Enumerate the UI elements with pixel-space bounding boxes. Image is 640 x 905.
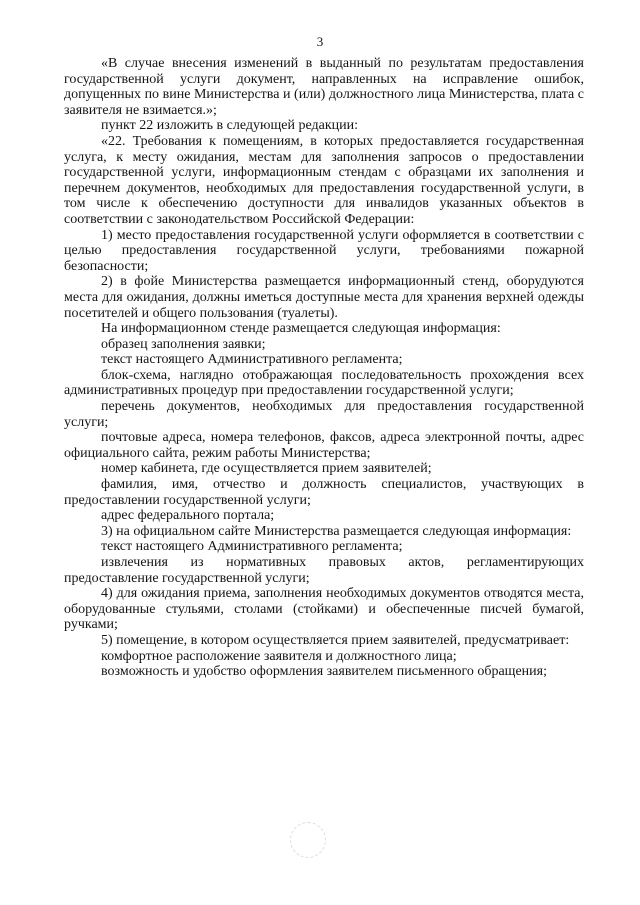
paragraph: «22. Требования к помещениям, в которых предоставляется государственная услуга, к месту ожидания, местам для заполнения запросов о предоставлении государственной услуги, информационным стендам с образцами их заполнения и перечнем документов, необходимых для предоставления государственной услуги, в том числе к обеспечению доступности для инвалидов указанных объектов в соответствии с законодательством Российской Федерации: <box>64 133 584 227</box>
paragraph: «В случае внесения изменений в выданный по результатам предоставления государственной услуги документ, направленных на исправление ошибок, допущенных по вине Министерства и (или) должностного лица Министерства, плата с заявителя не взимается.»; <box>64 56 584 118</box>
list-item: извлечения из нормативных правовых актов, регламентирующих предоставление государственной услуги; <box>64 555 584 586</box>
list-item: перечень документов, необходимых для предоставления государственной услуги; <box>64 399 584 430</box>
document-body <box>64 56 584 680</box>
list-item: текст настоящего Административного регламента; <box>101 352 403 368</box>
list-item: 3) на официальном сайте Министерства размещается следующая информация: <box>101 523 572 539</box>
list-item: 5) помещение, в котором осуществляется прием заявителей, предусматривает: <box>101 632 570 648</box>
list-item: 4) для ожидания приема, заполнения необходимых документов отводятся места, оборудованные стульями, столами (стойками) и обеспеченные писчей бумагой, ручками; <box>64 586 584 633</box>
list-item: текст настоящего Административного регламента; <box>101 539 403 555</box>
list-item: почтовые адреса, номера телефонов, факсов, адреса электронной почты, адрес официального сайта, режим работы Министерства; <box>64 430 584 461</box>
list-item: возможность и удобство оформления заявителем письменного обращения; <box>101 664 547 680</box>
paragraph: На информационном стенде размещается следующая информация: <box>101 321 501 337</box>
list-item: адрес федерального портала; <box>101 508 275 524</box>
list-item: фамилия, имя, отчество и должность специалистов, участвующих в предоставлении государственной услуги; <box>64 477 584 508</box>
faint-stamp-mark <box>290 822 326 858</box>
list-item: 2) в фойе Министерства размещается информационный стенд, оборудуются места для ожидания, должны иметься доступные места для хранения верхней одежды посетителей и общего пользования (туалеты). <box>64 274 584 321</box>
list-item: образец заполнения заявки; <box>101 336 266 352</box>
list-item: номер кабинета, где осуществляется прием заявителей; <box>101 461 432 477</box>
page-number: 3 <box>316 34 324 49</box>
paragraph: пункт 22 изложить в следующей редакции: <box>101 118 358 134</box>
list-item: комфортное расположение заявителя и должностного лица; <box>101 648 457 664</box>
list-item: блок-схема, наглядно отображающая последовательность прохождения всех административных процедур при предоставлении государственной услуги; <box>64 367 584 399</box>
list-item: 1) место предоставления государственной услуги оформляется в соответствии с целью предоставления государственной услуги, требованиями пожарной безопасности; <box>64 227 584 274</box>
